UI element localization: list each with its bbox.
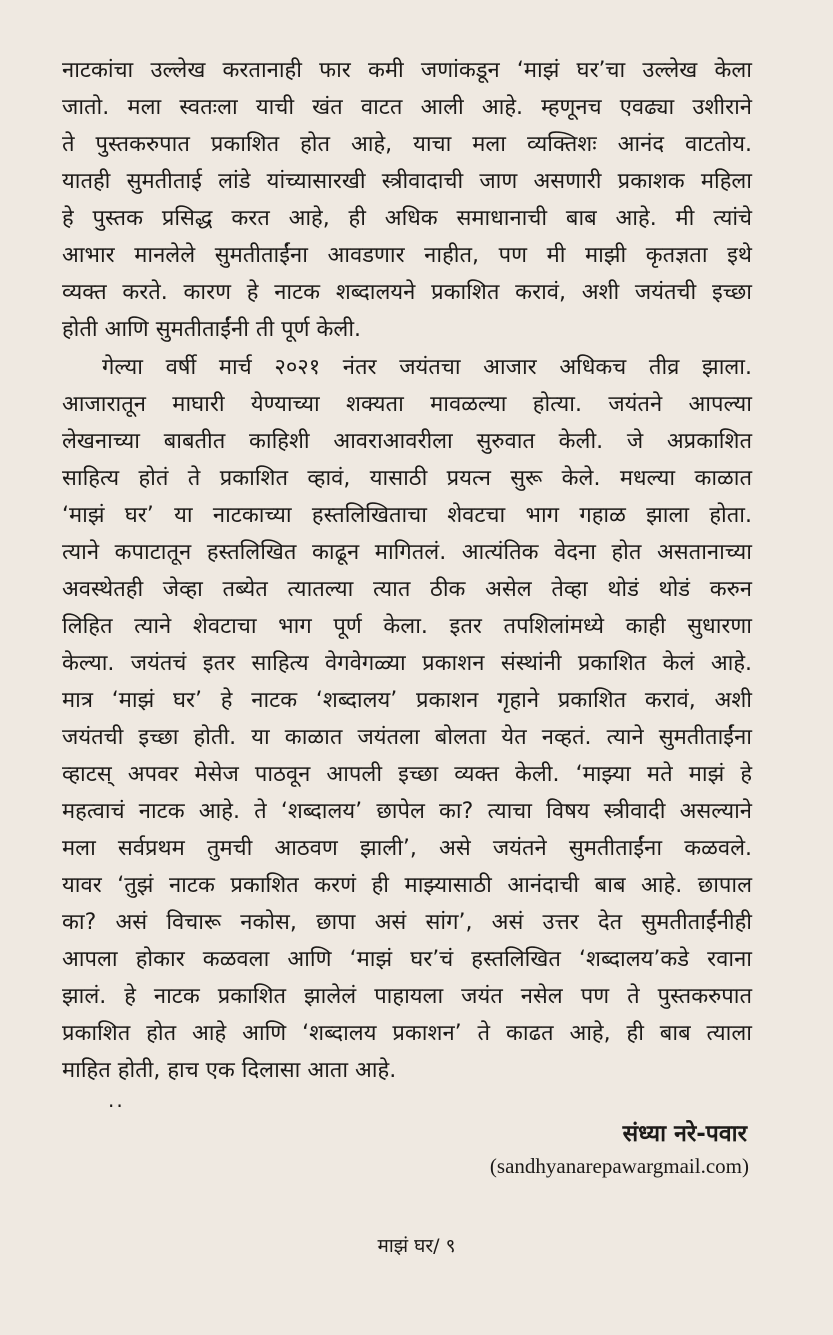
text-line: केल्या. जयंतचं इतर साहित्य वेगवेगळ्या प्रकाशन संस्थांनी प्रकाशित केलं आहे. <box>62 651 752 676</box>
text-line: लेखनाच्या बाबतीत काहिशी आवराआवरीला सुरुवात केली. जे अप्रकाशित <box>62 429 752 454</box>
text-line: आजारातून माघारी येण्याच्या शक्यता मावळल्या होत्या. जयंतने आपल्या <box>62 392 752 417</box>
text-line: व्यक्त करते. कारण हे नाटक शब्दालयने प्रकाशित करावं, अशी जयंतची इच्छा <box>62 280 752 305</box>
author-email: (sandhyanarepawargmail.com) <box>489 1154 749 1178</box>
text-line: यातही सुमतीताई लांडे यांच्यासारखी स्त्रीवादाची जाण असणारी प्रकाशक महिला <box>62 169 752 194</box>
paragraph-2 <box>62 349 752 1089</box>
text-line: झालं. हे नाटक प्रकाशित झालेलं पाहायला जयंत नसेल पण ते पुस्तकरुपात <box>62 984 752 1009</box>
text-line: यावर ‘तुझं नाटक प्रकाशित करणं ही माझ्यासाठी आनंदाची बाब आहे. छापाल <box>62 873 752 898</box>
text-line: लिहित त्याने शेवटाचा भाग पूर्ण केला. इतर तपशिलांमध्ये काही सुधारणा <box>62 614 752 639</box>
text-line: मला सर्वप्रथम तुमची आठवण झाली’, असे जयंतने सुमतीताईंना कळवले. <box>62 836 752 861</box>
text-line: माहित होती, हाच एक दिलासा आता आहे. <box>62 1058 397 1083</box>
text-line: मात्र ‘माझं घर’ हे नाटक ‘शब्दालय’ प्रकाशन गृहाने प्रकाशित करावं, अशी <box>62 688 752 713</box>
text-line: नाटकांचा उल्लेख करतानाही फार कमी जणांकडून ‘माझं घर’चा उल्लेख केला <box>62 58 752 83</box>
text-line: प्रकाशित होत आहे आणि ‘शब्दालय प्रकाशन’ ते काढत आहे, ही बाब त्याला <box>62 1021 752 1046</box>
text-line: आपला होकार कळवला आणि ‘माझं घर’चं हस्तलिखित ‘शब्दालय’कडे रवाना <box>62 947 752 972</box>
section-separator: .. <box>108 1088 125 1112</box>
text-line: हे पुस्तक प्रसिद्ध करत आहे, ही अधिक समाधानाची बाब आहे. मी त्यांचे <box>62 206 752 231</box>
page-footer: माझं घर/ ९ <box>377 1235 456 1257</box>
text-line: ‘माझं घर’ या नाटकाच्या हस्तलिखिताचा शेवटचा भाग गहाळ झाला होता. <box>62 503 752 528</box>
text-line: अवस्थेतही जेव्हा तब्येत त्यातल्या त्यात ठीक असेल तेव्हा थोडं थोडं करुन <box>62 577 752 602</box>
text-line: जातो. मला स्वतःला याची खंत वाटत आली आहे. म्हणूनच एवढ्या उशीराने <box>62 95 752 120</box>
paragraph-1 <box>62 52 752 348</box>
text-line: आभार मानलेले सुमतीताईंना आवडणार नाहीत, पण मी माझी कृतज्ञता इथे <box>62 243 752 268</box>
text-line: साहित्य होतं ते प्रकाशित व्हावं, यासाठी प्रयत्न सुरू केले. मधल्या काळात <box>62 466 752 491</box>
author-signature: संध्या नरे-पवार <box>622 1121 747 1147</box>
text-line: त्याने कपाटातून हस्तलिखित काढून मागितलं. आत्यंतिक वेदना होत असतानाच्या <box>62 540 752 565</box>
text-line: का? असं विचारू नकोस, छापा असं सांग’, असं उत्तर देत सुमतीताईंनीही <box>62 910 752 935</box>
text-line: ते पुस्तकरुपात प्रकाशित होत आहे, याचा मला व्यक्तिशः आनंद वाटतोय. <box>62 132 752 157</box>
text-line: होती आणि सुमतीताईंनी ती पूर्ण केली. <box>62 317 362 342</box>
text-line: व्हाटस् अपवर मेसेज पाठवून आपली इच्छा व्यक्त केली. ‘माझ्या मते माझं हे <box>62 762 752 787</box>
text-line: महत्वाचं नाटक आहे. ते ‘शब्दालय’ छापेल का? त्याचा विषय स्त्रीवादी असल्याने <box>62 799 752 824</box>
text-line: गेल्या वर्षी मार्च २०२१ नंतर जयंतचा आजार अधिकच तीव्र झाला. <box>102 355 752 380</box>
text-line: जयंतची इच्छा होती. या काळात जयंतला बोलता येत नव्हतं. त्याने सुमतीताईंना <box>62 725 752 750</box>
